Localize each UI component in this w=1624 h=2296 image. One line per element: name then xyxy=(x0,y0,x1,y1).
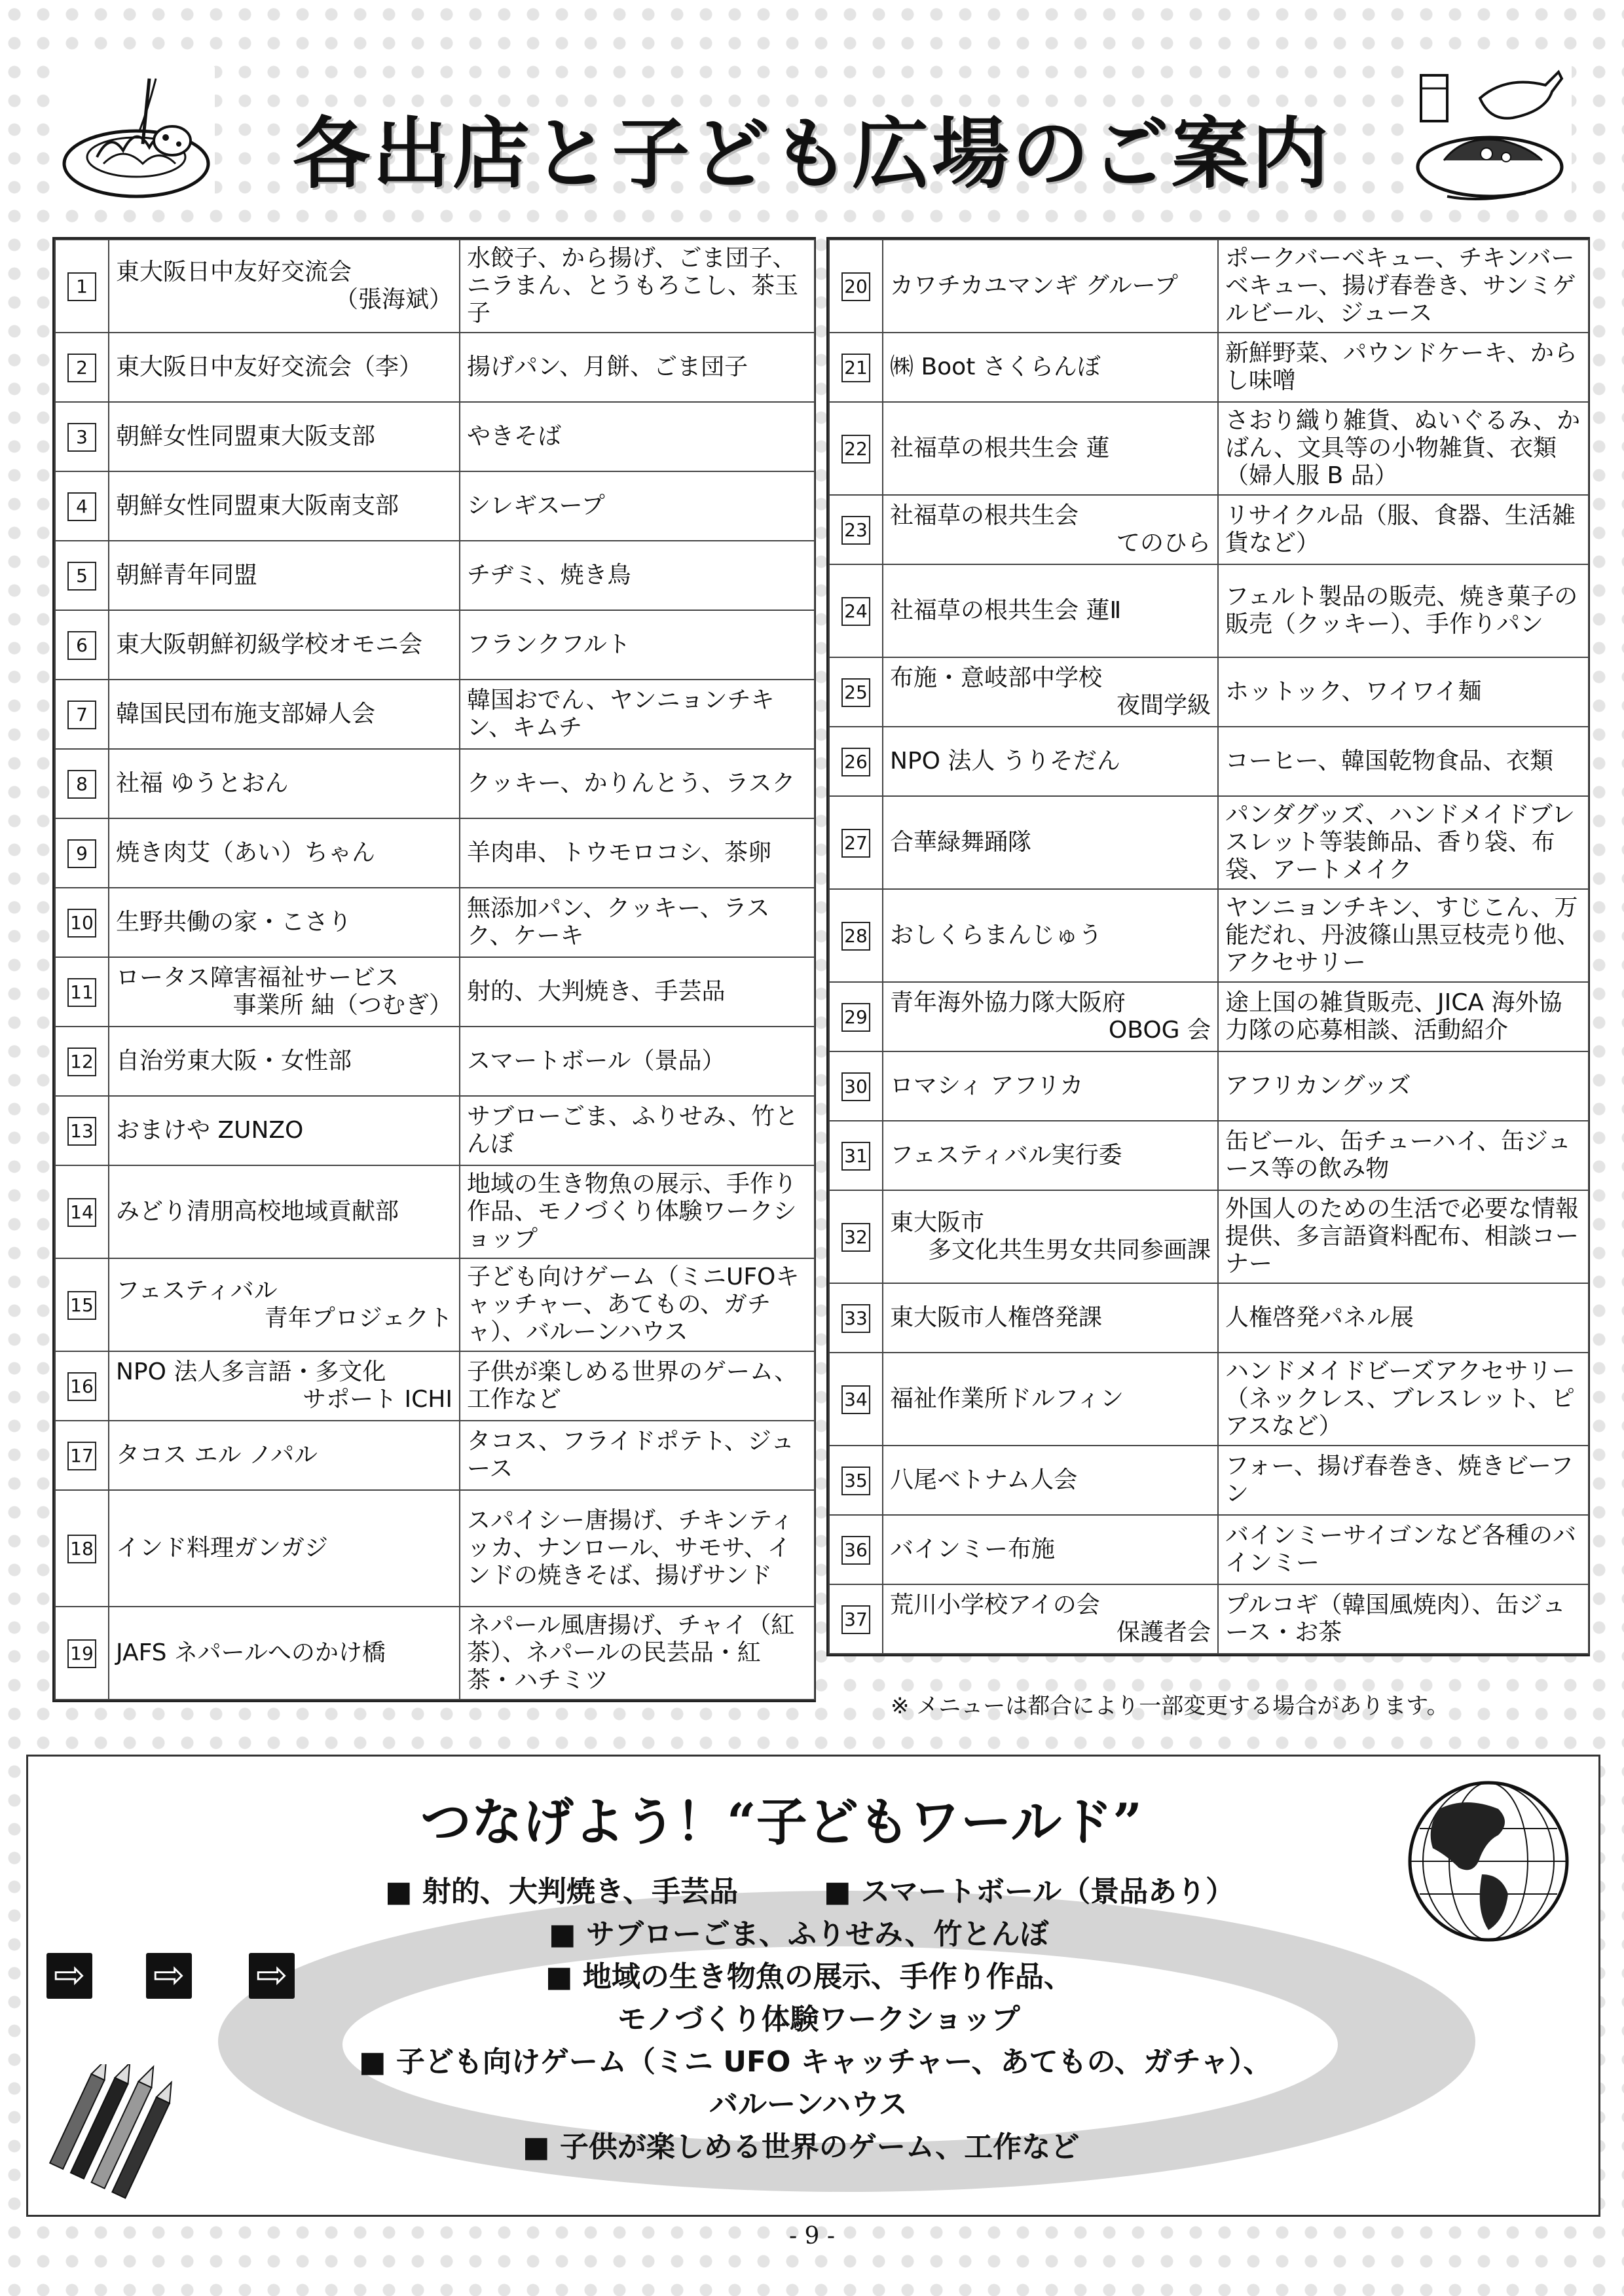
vendor-name-main: おまけや ZUNZO xyxy=(116,1117,304,1144)
vendor-name-main: 八尾ベトナム人会 xyxy=(890,1467,1078,1493)
table-row xyxy=(55,888,815,957)
vendor-name-main: みどり清朋高校地域貢献部 xyxy=(116,1198,399,1225)
vendor-name-main: インド料理ガンガジ xyxy=(116,1535,329,1561)
vendor-name xyxy=(883,1121,1218,1190)
vendor-name xyxy=(883,1584,1218,1654)
table-row xyxy=(55,818,815,888)
vendor-name xyxy=(109,402,460,471)
pencils-icon xyxy=(41,2064,192,2208)
row-number-box: 1 xyxy=(67,272,96,301)
vendor-name-main: NPO 法人多言語・多文化 xyxy=(116,1358,386,1385)
vendor-name xyxy=(109,1351,460,1421)
table-row xyxy=(829,1190,1589,1283)
row-number xyxy=(829,1190,883,1283)
table-row xyxy=(55,240,815,333)
row-number-box: 11 xyxy=(67,978,96,1007)
row-number xyxy=(829,796,883,889)
vendor-name-main: ㈱ Boot さくらんぼ xyxy=(890,354,1101,380)
vendor-name xyxy=(883,982,1218,1051)
row-number xyxy=(829,1051,883,1121)
kids-item-7: ■ 子供が楽しめる世界のゲーム、工作など xyxy=(523,2130,1080,2164)
vendor-menu: アフリカングッズ xyxy=(1218,1051,1589,1121)
vendor-menu: 無添加パン、クッキー、ラスク、ケーキ xyxy=(460,888,815,957)
row-number-box: 30 xyxy=(841,1072,870,1101)
row-number xyxy=(55,680,109,749)
vendor-name xyxy=(109,471,460,541)
vendor-name xyxy=(883,1353,1218,1446)
row-number xyxy=(829,333,883,402)
table-row xyxy=(829,1515,1589,1584)
vendor-name-main: 自治労東大阪・女性部 xyxy=(116,1048,352,1074)
row-number-box: 18 xyxy=(67,1535,96,1563)
arrow-right-icon: ⇨ xyxy=(46,1953,92,1999)
table-row xyxy=(829,1353,1589,1446)
row-number xyxy=(55,541,109,610)
vendor-name-main: 社福草の根共生会 蓮Ⅱ xyxy=(890,597,1122,624)
vendor-name xyxy=(109,1027,460,1096)
vendor-menu: プルコギ（韓国風焼肉）、缶ジュース・お茶 xyxy=(1218,1584,1589,1654)
vendor-menu: スマートボール（景品） xyxy=(460,1027,815,1096)
vendor-menu: 外国人のための生活で必要な情報提供、多言語資料配布、相談コーナー xyxy=(1218,1190,1589,1283)
table-row xyxy=(55,1027,815,1096)
table-row xyxy=(829,727,1589,796)
vendor-name-main: 東大阪日中友好交流会（李） xyxy=(116,354,423,380)
row-number xyxy=(829,495,883,564)
row-number-box: 7 xyxy=(67,701,96,729)
vendor-name-main: カワチカユマンギ グループ xyxy=(890,272,1178,299)
table-row xyxy=(829,982,1589,1051)
vendor-name-sub: 事業所 紬（つむぎ） xyxy=(232,992,452,1019)
vendor-name xyxy=(109,749,460,818)
table-row xyxy=(55,1490,815,1607)
table-row xyxy=(55,471,815,541)
vendor-name-sub: 青年プロジェクト xyxy=(264,1305,452,1332)
vendor-name xyxy=(109,1165,460,1258)
row-number-box: 16 xyxy=(67,1372,96,1401)
table-row xyxy=(829,333,1589,402)
row-number xyxy=(55,240,109,333)
vendor-menu: タコス、フライドポテト、ジュース xyxy=(460,1421,815,1490)
page-number: - 9 - xyxy=(788,2223,836,2250)
table-row xyxy=(829,1446,1589,1515)
vendor-name-main: 朝鮮女性同盟東大阪南支部 xyxy=(116,492,399,519)
vendor-name-main: 生野共働の家・こさり xyxy=(116,909,352,936)
table-row xyxy=(55,1096,815,1165)
table-row xyxy=(55,1351,815,1421)
vendor-name xyxy=(109,541,460,610)
vendor-name-main: 布施・意岐部中学校 xyxy=(890,665,1103,691)
vendor-menu: シレギスープ xyxy=(460,471,815,541)
vendor-menu: クッキー、かりんとう、ラスク xyxy=(460,749,815,818)
row-number xyxy=(55,1421,109,1490)
vendor-name xyxy=(109,1490,460,1607)
vendor-menu: リサイクル品（服、食器、生活雑貨など） xyxy=(1218,495,1589,564)
vendor-name-main: 東大阪市人権啓発課 xyxy=(890,1304,1103,1331)
row-number-box: 9 xyxy=(67,839,96,868)
row-number xyxy=(829,564,883,657)
row-number-box: 15 xyxy=(67,1291,96,1320)
vendor-name-main: フェスティバル実行委 xyxy=(890,1142,1122,1169)
table-row xyxy=(55,957,815,1027)
vendor-name xyxy=(109,818,460,888)
table-row xyxy=(829,657,1589,727)
vendor-name-main: 社福 ゆうとおん xyxy=(116,770,289,797)
vendor-menu: 揚げパン、月餅、ごま団子 xyxy=(460,333,815,402)
row-number-box: 23 xyxy=(841,516,870,545)
row-number xyxy=(55,749,109,818)
kids-item-1a: ■ 射的、大判焼き、手芸品 xyxy=(385,1875,739,1908)
row-number xyxy=(829,240,883,333)
row-number xyxy=(829,1121,883,1190)
table-row xyxy=(829,889,1589,982)
row-number-box: 37 xyxy=(841,1605,870,1634)
vendor-menu: 子供が楽しめる世界のゲーム、工作など xyxy=(460,1351,815,1421)
vendor-name-main: 社福草の根共生会 蓮 xyxy=(890,435,1110,462)
row-number-box: 5 xyxy=(67,562,96,591)
vendor-table-left xyxy=(52,237,816,1702)
row-number-box: 19 xyxy=(67,1639,96,1668)
row-number-box: 25 xyxy=(841,678,870,707)
vendor-name xyxy=(109,1607,460,1700)
vendor-name xyxy=(883,1283,1218,1353)
table-row xyxy=(829,495,1589,564)
vendor-name-main: フェスティバル xyxy=(116,1277,278,1304)
vendor-name-main: 朝鮮女性同盟東大阪支部 xyxy=(116,423,376,450)
row-number-box: 35 xyxy=(841,1467,870,1495)
vendor-name-main: ロマシィ アフリカ xyxy=(890,1072,1084,1099)
vendor-name xyxy=(109,333,460,402)
row-number xyxy=(55,1258,109,1351)
vendor-name-sub: 保護者会 xyxy=(1116,1619,1211,1646)
vendor-name-main: おしくらまんじゅう xyxy=(890,922,1103,949)
vendor-menu: スパイシー唐揚げ、チキンティッカ、ナンロール、サモサ、インドの焼きそば、揚げサンド xyxy=(460,1490,815,1607)
row-number-box: 24 xyxy=(841,597,870,626)
vendor-name-main: 社福草の根共生会 xyxy=(890,502,1079,529)
curry-icon xyxy=(1408,62,1572,206)
row-number-box: 29 xyxy=(841,1003,870,1032)
vendor-name xyxy=(883,796,1218,889)
row-number xyxy=(829,889,883,982)
row-number-box: 26 xyxy=(841,748,870,776)
table-row xyxy=(55,610,815,680)
kids-item-6: バルーンハウス xyxy=(709,2088,908,2121)
row-number-box: 12 xyxy=(67,1048,96,1076)
vendor-menu: ハンドメイドビーズアクセサリー（ネックレス、ブレスレット、ピアスなど） xyxy=(1218,1353,1589,1446)
arrow-right-icon: ⇨ xyxy=(146,1953,192,1999)
vendor-name-main: 東大阪市 xyxy=(890,1209,985,1236)
vendor-table-right xyxy=(826,237,1590,1656)
kids-item-4: モノづくり体験ワークショップ xyxy=(618,2003,1020,2036)
row-number-box: 17 xyxy=(67,1442,96,1470)
row-number-box: 3 xyxy=(67,423,96,452)
row-number xyxy=(829,1353,883,1446)
row-number xyxy=(55,1351,109,1421)
table-row xyxy=(55,1258,815,1351)
row-number xyxy=(55,333,109,402)
vendor-menu: フェルト製品の販売、焼き菓子の販売（クッキー）、手作りパン xyxy=(1218,564,1589,657)
kids-item-1b: ■ スマートボール（景品あり） xyxy=(824,1875,1235,1908)
vendor-name-sub: OBOG 会 xyxy=(1108,1017,1211,1044)
kids-world-title: つなげよう！“子どもワールド” xyxy=(420,1793,1143,1852)
table-row xyxy=(829,796,1589,889)
vendor-name-main: 韓国民団布施支部婦人会 xyxy=(116,701,376,727)
vendor-name xyxy=(109,240,460,333)
table-row xyxy=(829,564,1589,657)
row-number xyxy=(55,1165,109,1258)
vendor-name xyxy=(109,610,460,680)
vendor-name xyxy=(883,1446,1218,1515)
globe-icon xyxy=(1403,1776,1574,1946)
vendor-name xyxy=(883,1515,1218,1584)
vendor-name-main: JAFS ネパールへのかけ橋 xyxy=(116,1639,386,1666)
table-row xyxy=(55,333,815,402)
row-number xyxy=(829,727,883,796)
row-number-box: 2 xyxy=(67,354,96,382)
vendor-name xyxy=(109,888,460,957)
vendor-menu: 射的、大判焼き、手芸品 xyxy=(460,957,815,1027)
vendor-menu: 子ども向けゲーム（ミニUFOキャッチャー、あてもの、ガチャ）、バルーンハウス xyxy=(460,1258,815,1351)
row-number xyxy=(55,1027,109,1096)
vendor-name-main: 青年海外協力隊大阪府 xyxy=(890,989,1126,1016)
vendor-name-main: 東大阪朝鮮初級学校オモニ会 xyxy=(116,631,423,658)
vendor-name xyxy=(109,680,460,749)
vendor-menu: サブローごま、ふりせみ、竹とんぼ xyxy=(460,1096,815,1165)
vendor-name-main: ロータス障害福祉サービス xyxy=(116,964,399,991)
table-row xyxy=(829,240,1589,333)
table-row xyxy=(55,1607,815,1700)
vendor-name-main: 東大阪日中友好交流会 xyxy=(116,259,352,285)
table-row xyxy=(829,1121,1589,1190)
vendor-menu: フランクフルト xyxy=(460,610,815,680)
row-number-box: 21 xyxy=(841,354,870,382)
vendor-menu: コーヒー、韓国乾物食品、衣類 xyxy=(1218,727,1589,796)
vendor-name-main: 朝鮮青年同盟 xyxy=(116,562,258,589)
row-number xyxy=(55,888,109,957)
vendor-name xyxy=(109,1258,460,1351)
vendor-menu: 人権啓発パネル展 xyxy=(1218,1283,1589,1353)
vendor-menu: 韓国おでん、ヤンニョンチキン、キムチ xyxy=(460,680,815,749)
vendor-menu: 缶ビール、缶チューハイ、缶ジュース等の飲み物 xyxy=(1218,1121,1589,1190)
vendor-name xyxy=(883,240,1218,333)
vendor-name xyxy=(883,1190,1218,1283)
vendor-name-sub: 夜間学級 xyxy=(1116,692,1211,719)
vendor-name xyxy=(883,889,1218,982)
vendor-menu: さおり織り雑貨、ぬいぐるみ、かばん、文具等の小物雑貨、衣類（婦人服 B 品） xyxy=(1218,402,1589,495)
vendor-menu: バインミーサイゴンなど各種のバインミー xyxy=(1218,1515,1589,1584)
kids-world-box xyxy=(26,1755,1600,2217)
row-number xyxy=(55,1607,109,1700)
row-number xyxy=(829,1584,883,1654)
row-number-box: 33 xyxy=(841,1304,870,1333)
row-number xyxy=(55,402,109,471)
row-number-box: 13 xyxy=(67,1117,96,1146)
vendor-name xyxy=(109,1096,460,1165)
row-number xyxy=(829,402,883,495)
menu-change-note: ※ メニューは都合により一部変更する場合があります。 xyxy=(891,1693,1449,1719)
row-number xyxy=(55,1096,109,1165)
vendor-menu: ヤンニョンチキン、すじこん、万能だれ、丹波篠山黒豆枝売り他、アクセサリー xyxy=(1218,889,1589,982)
vendor-name xyxy=(883,1051,1218,1121)
spaghetti-icon xyxy=(58,65,215,203)
row-number xyxy=(829,1446,883,1515)
vendor-name xyxy=(883,333,1218,402)
row-number-box: 28 xyxy=(841,922,870,951)
vendor-name-main: タコス エル ノパル xyxy=(116,1442,318,1468)
row-number xyxy=(55,471,109,541)
vendor-menu: フォー、揚げ春巻き、焼きビーフン xyxy=(1218,1446,1589,1515)
vendor-name-sub: サポート ICHI xyxy=(303,1386,452,1413)
row-number-box: 20 xyxy=(841,272,870,301)
table-row xyxy=(829,1283,1589,1353)
row-number xyxy=(829,1283,883,1353)
vendor-menu: やきそば xyxy=(460,402,815,471)
vendor-name xyxy=(883,564,1218,657)
vendor-name-main: NPO 法人 うりそだん xyxy=(890,748,1120,774)
row-number xyxy=(55,957,109,1027)
arrow-right-icon: ⇨ xyxy=(249,1953,295,1999)
row-number-box: 32 xyxy=(841,1223,870,1252)
vendor-name-sub: （張海斌） xyxy=(334,286,452,313)
row-number-box: 10 xyxy=(67,909,96,938)
vendor-name xyxy=(109,957,460,1027)
vendor-name xyxy=(883,657,1218,727)
vendor-name-main: 荒川小学校アイの会 xyxy=(890,1592,1100,1618)
table-row xyxy=(829,1584,1589,1654)
vendor-menu: ホットック、ワイワイ麺 xyxy=(1218,657,1589,727)
row-number xyxy=(55,818,109,888)
kids-item-3: ■ 地域の生き物魚の展示、手作り作品、 xyxy=(545,1960,1073,1994)
row-number-box: 14 xyxy=(67,1198,96,1227)
vendor-name-main: 焼き肉艾（あい）ちゃん xyxy=(116,839,376,866)
row-number-box: 4 xyxy=(67,492,96,521)
vendor-menu: 水餃子、から揚げ、ごま団子、ニラまん、とうもろこし、茶玉子 xyxy=(460,240,815,333)
vendor-menu: ネパール風唐揚げ、チャイ（紅茶）、ネパールの民芸品・紅茶・ハチミツ xyxy=(460,1607,815,1700)
vendor-name xyxy=(883,727,1218,796)
row-number-box: 8 xyxy=(67,770,96,799)
table-row xyxy=(55,541,815,610)
vendor-menu: ポークバーベキュー、チキンバーベキュー、揚げ春巻き、サンミゲルビール、ジュース xyxy=(1218,240,1589,333)
table-row xyxy=(55,402,815,471)
row-number-box: 22 xyxy=(841,435,870,464)
vendor-menu: 途上国の雑貨販売、JICA 海外協力隊の応募相談、活動紹介 xyxy=(1218,982,1589,1051)
kids-item-5: ■ 子ども向けゲーム（ミニ UFO キャッチャー、あてもの、ガチャ）、 xyxy=(359,2045,1272,2079)
table-row xyxy=(829,1051,1589,1121)
kids-item-2: ■ サブローごま、ふりせみ、竹とんぼ xyxy=(549,1918,1049,1951)
vendor-name-main: 合華緑舞踊隊 xyxy=(890,829,1032,856)
row-number-box: 36 xyxy=(841,1536,870,1565)
table-row xyxy=(55,680,815,749)
row-number xyxy=(829,1515,883,1584)
table-row xyxy=(55,1165,815,1258)
table-row xyxy=(55,749,815,818)
row-number-box: 27 xyxy=(841,829,870,858)
row-number xyxy=(55,1490,109,1607)
row-number xyxy=(829,657,883,727)
table-row xyxy=(829,402,1589,495)
vendor-menu: パンダグッズ、ハンドメイドブレスレット等装飾品、香り袋、布袋、アートメイク xyxy=(1218,796,1589,889)
vendor-menu: 羊肉串、トウモロコシ、茶卵 xyxy=(460,818,815,888)
vendor-name xyxy=(109,1421,460,1490)
row-number xyxy=(829,982,883,1051)
vendor-menu: 新鮮野菜、パウンドケーキ、からし味噌 xyxy=(1218,333,1589,402)
vendor-name-sub: てのひら xyxy=(1116,530,1211,556)
row-number-box: 31 xyxy=(841,1142,870,1171)
vendor-menu: チヂミ、焼き鳥 xyxy=(460,541,815,610)
table-row xyxy=(55,1421,815,1490)
vendor-name xyxy=(883,402,1218,495)
vendor-name-main: 福祉作業所ドルフィン xyxy=(890,1385,1124,1412)
vendor-name xyxy=(883,495,1218,564)
row-number-box: 34 xyxy=(841,1385,870,1414)
row-number xyxy=(55,610,109,680)
vendor-name-main: バインミー布施 xyxy=(890,1536,1056,1563)
vendor-menu: 地域の生き物魚の展示、手作り作品、モノづくり体験ワークショップ xyxy=(460,1165,815,1258)
vendor-name-sub: 多文化共生男女共同参画課 xyxy=(927,1237,1211,1264)
row-number-box: 6 xyxy=(67,631,96,660)
page-title: 各出店と子ども広場のご案内 xyxy=(292,109,1331,199)
